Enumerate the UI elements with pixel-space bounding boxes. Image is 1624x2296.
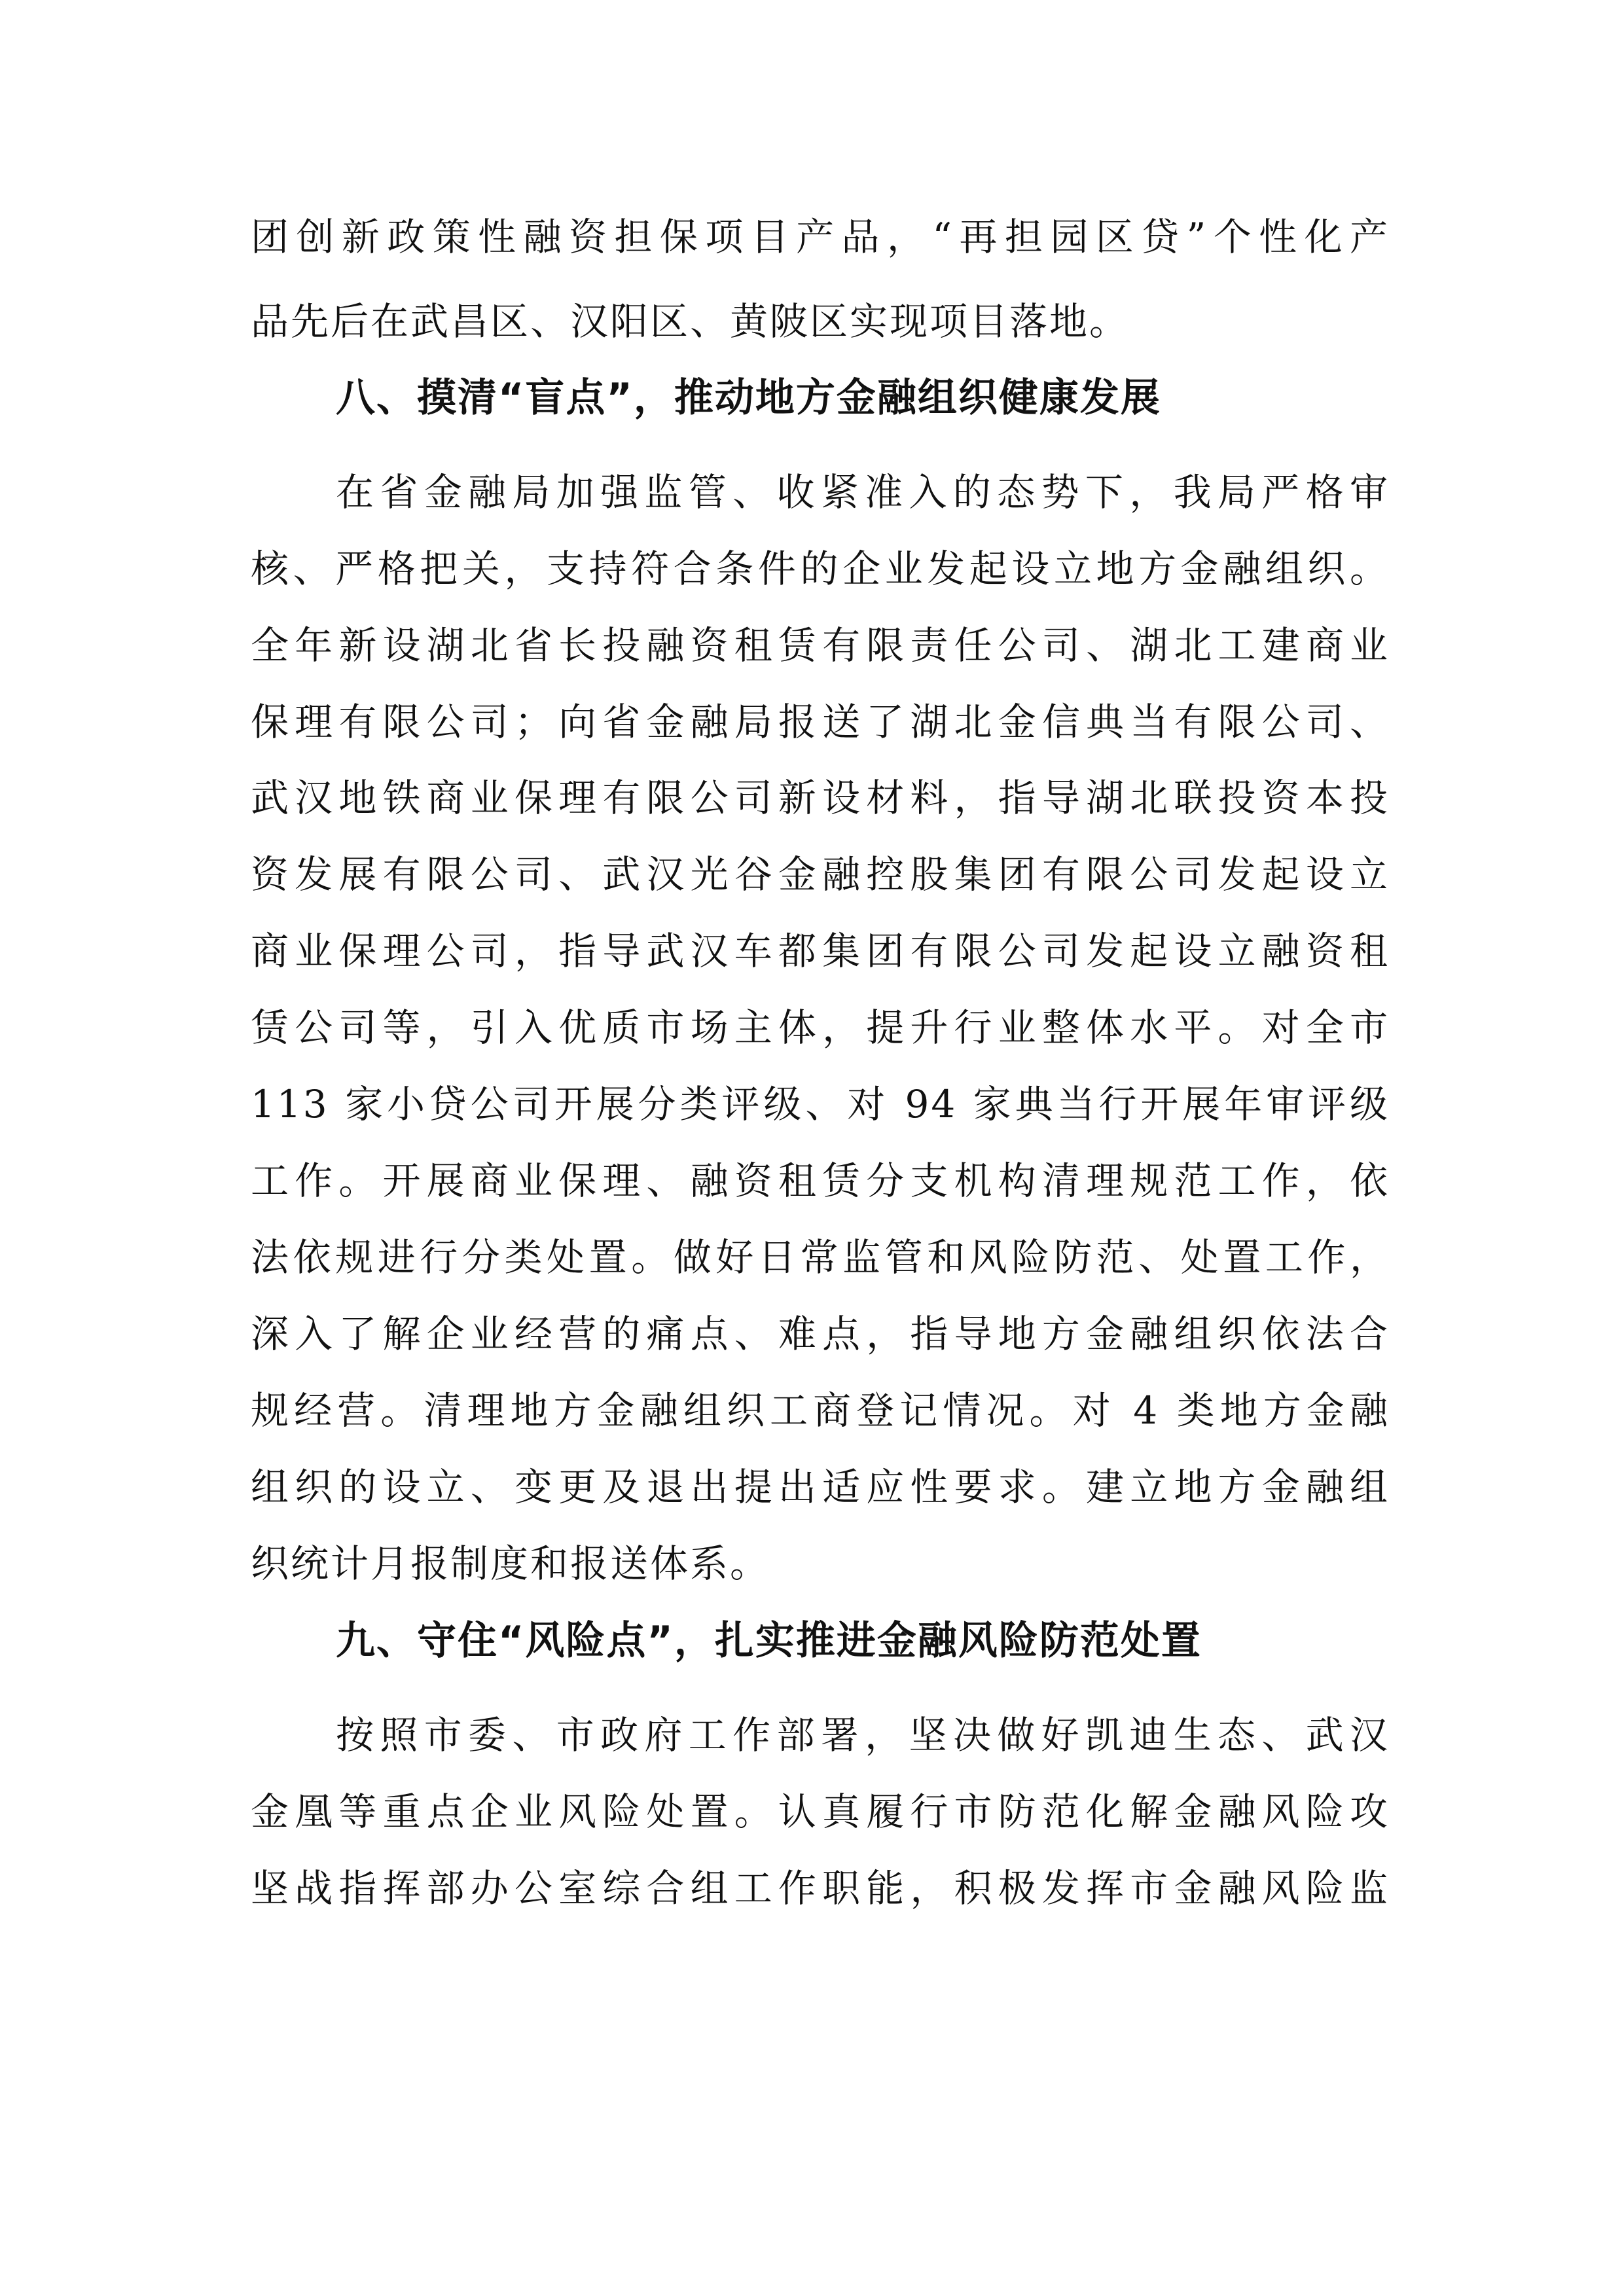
paragraph-line: 法依规进行分类处置。做好日常监管和风险防范、处置工作， (251, 1235, 1390, 1280)
paragraph-line: 资发展有限公司、武汉光谷金融控股集团有限公司发起设立 (251, 852, 1390, 897)
paragraph-line: 金凰等重点企业风险处置。认真履行市防范化解金融风险攻 (251, 1789, 1390, 1834)
paragraph-line: 赁公司等，引入优质市场主体，提升行业整体水平。对全市 (251, 1005, 1390, 1050)
paragraph-line: 商业保理公司，指导武汉车都集团有限公司发起设立融资租 (251, 929, 1390, 973)
paragraph-line: 武汉地铁商业保理有限公司新设材料，指导湖北联投资本投 (251, 776, 1390, 820)
paragraph-line: 组织的设立、变更及退出提出适应性要求。建立地方金融组 (251, 1465, 1390, 1509)
paragraph-line: 113 家小贷公司开展分类评级、对 94 家典当行开展年审评级 (251, 1082, 1390, 1126)
section-heading-8: 八、摸清“盲点”，推动地方金融组织健康发展 (336, 375, 1161, 421)
paragraph-line: 在省金融局加强监管、收紧准入的态势下，我局严格审 (336, 470, 1390, 514)
paragraph-line: 规经营。清理地方金融组织工商登记情况。对 4 类地方金融 (251, 1388, 1390, 1433)
paragraph-line: 深入了解企业经营的痛点、难点，指导地方金融组织依法合 (251, 1312, 1390, 1356)
paragraph-line: 坚战指挥部办公室综合组工作职能，积极发挥市金融风险监 (251, 1866, 1390, 1910)
section-heading-9: 九、守住“风险点”，扎实推进金融风险防范处置 (336, 1618, 1202, 1664)
paragraph-line: 全年新设湖北省长投融资租赁有限责任公司、湖北工建商业 (251, 623, 1390, 668)
paragraph-line: 织统计月报制度和报送体系。 (251, 1541, 770, 1586)
paragraph-line: 工作。开展商业保理、融资租赁分支机构清理规范工作，依 (251, 1158, 1390, 1203)
paragraph-line: 保理有限公司；向省金融局报送了湖北金信典当有限公司、 (251, 700, 1390, 744)
paragraph-line: 团创新政策性融资担保项目产品，“再担园区贷”个性化产 (251, 215, 1390, 259)
paragraph-line: 核、严格把关，支持符合条件的企业发起设立地方金融组织。 (251, 547, 1390, 591)
paragraph-line: 品先后在武昌区、汉阳区、黄陂区实现项目落地。 (251, 299, 1130, 344)
paragraph-line: 按照市委、市政府工作部署，坚决做好凯迪生态、武汉 (336, 1713, 1390, 1757)
